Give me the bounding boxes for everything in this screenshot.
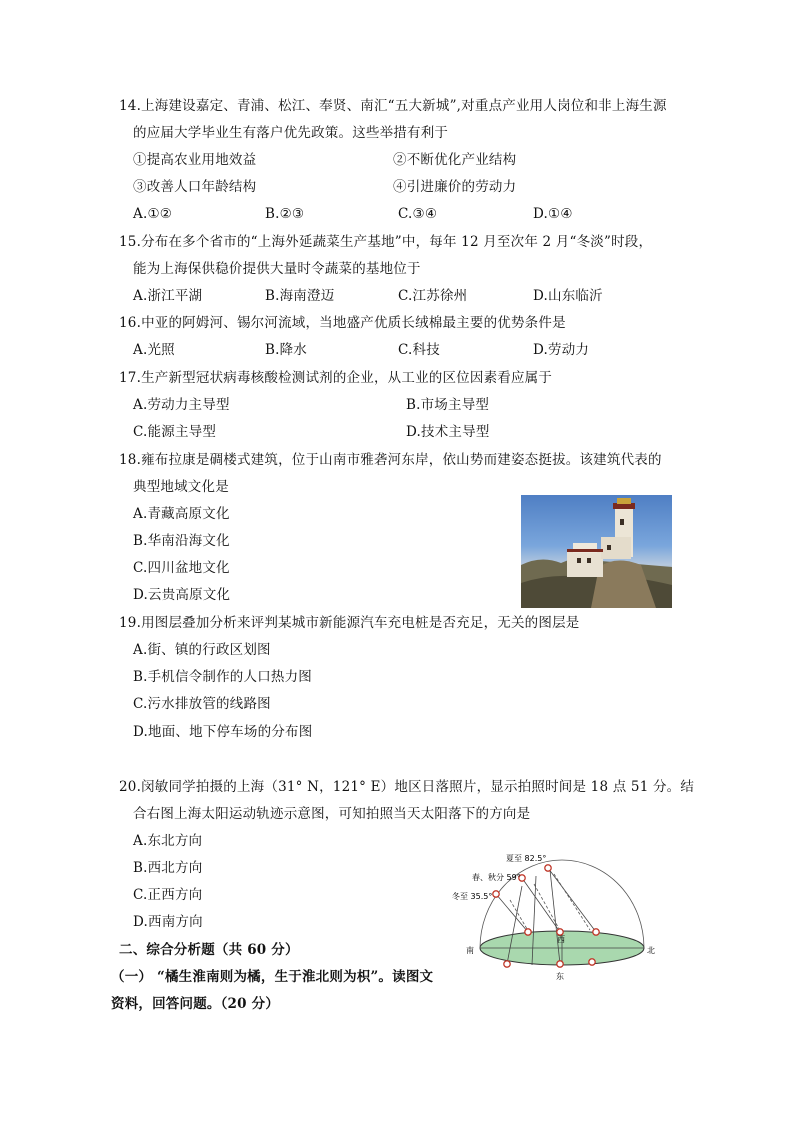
q14-statement-2: ②不断优化产业结构 bbox=[393, 152, 517, 168]
north-label: 北 bbox=[647, 946, 655, 955]
q16-option-a[interactable]: A.光照 bbox=[133, 342, 175, 358]
q14-stem-line1: 14.上海建设嘉定、青浦、松江、奉贤、南汇“五大新城”,对重点产业用人岗位和非上海生源 bbox=[119, 98, 667, 114]
q17-option-b[interactable]: B.市场主导型 bbox=[406, 397, 490, 413]
q15-option-c[interactable]: C.江苏徐州 bbox=[398, 288, 468, 304]
section2-part1-line1: （一） “橘生淮南则为橘，生于淮北则为枳”。读图文 bbox=[111, 969, 434, 985]
south-label: 南 bbox=[466, 946, 474, 955]
section2-part1-line2: 资料，回答问题。（20 分） bbox=[111, 996, 280, 1012]
q15-stem-line2: 能为上海保供稳价提供大量时令蔬菜的基地位于 bbox=[133, 261, 421, 277]
q14-option-d[interactable]: D.①④ bbox=[533, 206, 573, 222]
q16-option-c[interactable]: C.科技 bbox=[398, 342, 440, 358]
q18-option-b[interactable]: B.华南沿海文化 bbox=[133, 533, 230, 549]
q14-statement-1: ①提高农业用地效益 bbox=[133, 152, 257, 168]
q18-stem-line1: 18.雍布拉康是碉楼式建筑，位于山南市雅砻河东岸，依山势而建姿态挺拔。该建筑代表的 bbox=[119, 452, 662, 468]
equinox-label: 春、秋分 59° bbox=[472, 873, 521, 882]
q14-option-c[interactable]: C.③④ bbox=[398, 206, 438, 222]
q15-option-d[interactable]: D.山东临沂 bbox=[533, 288, 603, 304]
q18-stem-line2: 典型地域文化是 bbox=[133, 479, 229, 495]
section2-title: 二、综合分析题（共 60 分） bbox=[119, 942, 299, 958]
q18-option-c[interactable]: C.四川盆地文化 bbox=[133, 560, 230, 576]
q16-stem-line1: 16.中亚的阿姆河、锡尔河流域，当地盛产优质长绒棉最主要的优势条件是 bbox=[119, 315, 566, 331]
q17-stem-line1: 17.生产新型冠状病毒核酸检测试剂的企业，从工业的区位因素看应属于 bbox=[119, 370, 553, 386]
sun-path-diagram bbox=[450, 850, 670, 990]
q14-statement-4: ④引进廉价的劳动力 bbox=[393, 179, 517, 195]
q19-option-c[interactable]: C.污水排放管的线路图 bbox=[133, 696, 271, 712]
east-label: 东 bbox=[556, 972, 564, 981]
q17-option-a[interactable]: A.劳动力主导型 bbox=[133, 397, 230, 413]
q17-option-c[interactable]: C.能源主导型 bbox=[133, 424, 217, 440]
q16-option-b[interactable]: B.降水 bbox=[265, 342, 308, 358]
q15-option-a[interactable]: A.浙江平湖 bbox=[133, 288, 203, 304]
west-label: 西 bbox=[557, 935, 565, 944]
q19-option-a[interactable]: A.街、镇的行政区划图 bbox=[133, 642, 271, 658]
q19-option-b[interactable]: B.手机信令制作的人口热力图 bbox=[133, 669, 313, 685]
q14-stem-line2: 的应届大学毕业生有落户优先政策。这些举措有利于 bbox=[133, 125, 449, 141]
summer-solstice-label: 夏至 82.5° bbox=[506, 854, 547, 863]
q20-option-c[interactable]: C.正西方向 bbox=[133, 887, 203, 903]
q18-option-a[interactable]: A.青藏高原文化 bbox=[133, 506, 230, 522]
q19-stem-line1: 19.用图层叠加分析来评判某城市新能源汽车充电桩是否充足，无关的图层是 bbox=[119, 615, 580, 631]
q20-option-a[interactable]: A.东北方向 bbox=[133, 833, 203, 849]
q14-option-b[interactable]: B.②③ bbox=[265, 206, 305, 222]
q20-option-b[interactable]: B.西北方向 bbox=[133, 860, 203, 876]
q20-stem-line1: 20.闵敏同学拍摄的上海（31° N，121° E）地区日落照片，显示拍照时间是 18 点 51 分。结 bbox=[119, 779, 695, 795]
q15-stem-line1: 15.分布在多个省市的“上海外延蔬菜生产基地”中，每年 12 月至次年 2 月“冬淡”时段， bbox=[119, 234, 653, 250]
tibetan-building-illustration bbox=[521, 495, 672, 608]
winter-solstice-label: 冬至 35.5° bbox=[452, 892, 493, 901]
q19-option-d[interactable]: D.地面、地下停车场的分布图 bbox=[133, 724, 313, 740]
q20-option-d[interactable]: D.西南方向 bbox=[133, 914, 203, 930]
q14-statement-3: ③改善人口年龄结构 bbox=[133, 179, 257, 195]
q16-option-d[interactable]: D.劳动力 bbox=[533, 342, 590, 358]
q17-option-d[interactable]: D.技术主导型 bbox=[406, 424, 490, 440]
q15-option-b[interactable]: B.海南澄迈 bbox=[265, 288, 335, 304]
yumbulagang-photo bbox=[521, 495, 672, 608]
q14-option-a[interactable]: A.①② bbox=[133, 206, 173, 222]
q18-option-d[interactable]: D.云贵高原文化 bbox=[133, 587, 231, 603]
q20-stem-line2: 合右图上海太阳运动轨迹示意图，可知拍照当天太阳落下的方向是 bbox=[133, 806, 531, 822]
